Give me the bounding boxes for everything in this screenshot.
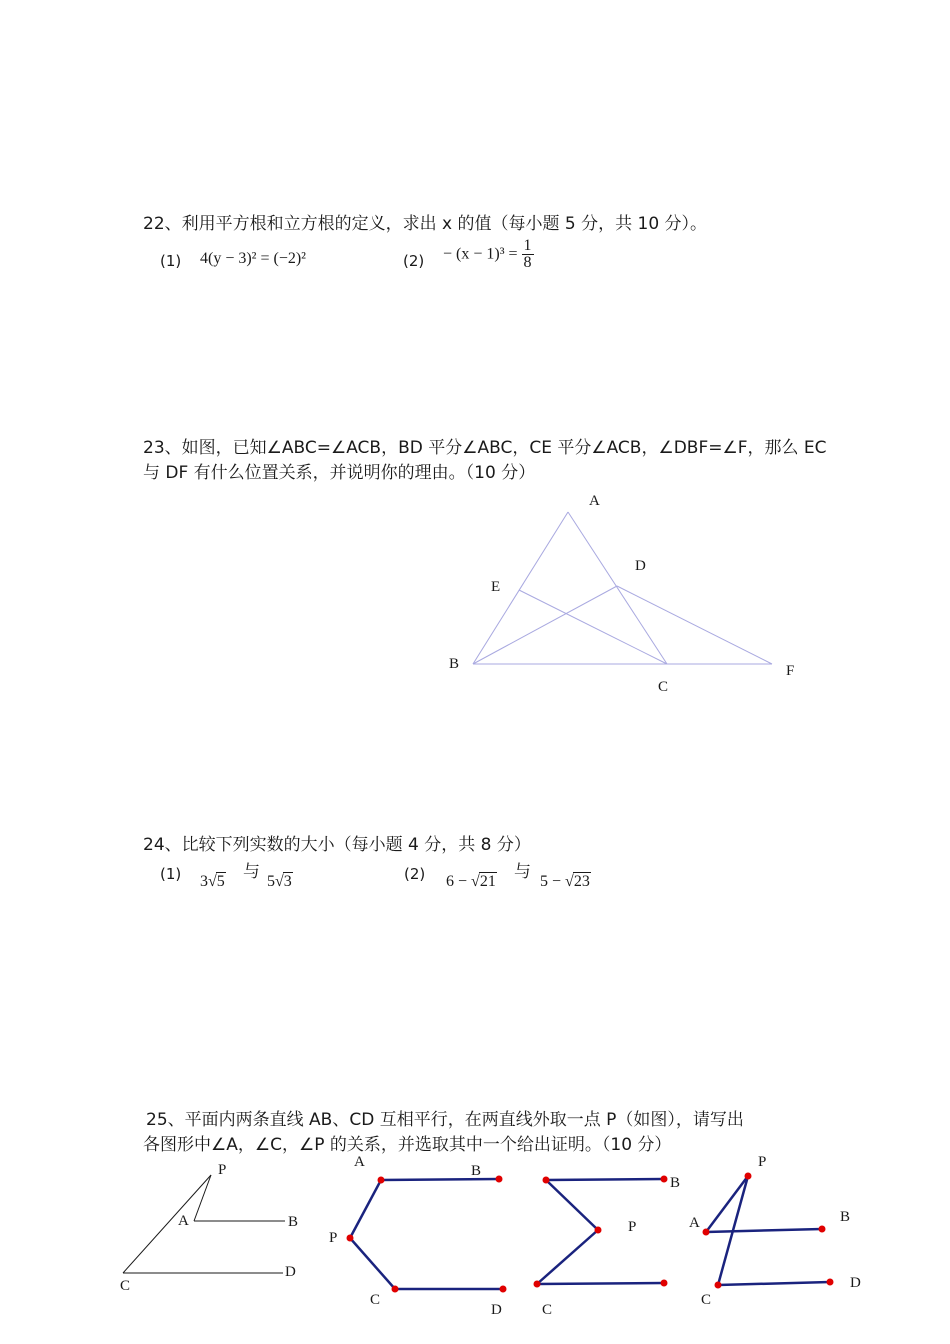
sqrt-symbol: √ [565, 873, 574, 890]
q24-p2-b-radicand: 23 [573, 873, 590, 890]
q25-f2-label-A: A [354, 1154, 365, 1170]
q25-figure-2 [350, 1179, 503, 1289]
q25-f2-label-B: B [471, 1163, 482, 1179]
q24-part1-label: (1) [160, 865, 182, 883]
q25-f4-label-B: B [840, 1209, 851, 1225]
q25-f4-point-A [703, 1229, 710, 1236]
q25-f3-point-A [543, 1177, 550, 1184]
q23-label-C: C [658, 679, 669, 695]
q23-line2: 与 DF 有什么位置关系，并说明你的理由。（10 分） [143, 463, 536, 483]
q22-part1-expression: 4(y − 3)² = (−2)² [200, 250, 306, 267]
q25-f3-point-D [661, 1280, 668, 1287]
q23-label-E: E [491, 579, 501, 595]
q23-label-A: A [589, 493, 600, 509]
q24-p1-b-coef: 5 [267, 873, 275, 890]
q24-p2-a-radicand: 21 [479, 873, 496, 890]
q23-label-D: D [635, 558, 646, 574]
q24-p1-a-radicand: 5 [216, 873, 225, 890]
q22-part2-lhs: − (x − 1)³ = [443, 245, 518, 263]
q25-f4-point-B [819, 1226, 826, 1233]
q22-fraction-numerator: 1 [523, 237, 532, 254]
q25-line2: 各图形中∠A，∠C，∠P 的关系，并选取其中一个给出证明。（10 分） [143, 1135, 672, 1155]
q25-f1-label-D: D [285, 1264, 296, 1280]
q22-part1-label: (1) [160, 252, 182, 270]
q24-title: 24、比较下列实数的大小（每小题 4 分，共 8 分） [143, 835, 531, 855]
q25-figure-4 [706, 1176, 830, 1285]
q25-line1: 25、平面内两条直线 AB、CD 互相平行，在两直线外取一点 P（如图），请写出 [146, 1110, 744, 1130]
q25-f1-label-C: C [120, 1278, 131, 1294]
q25-f2-label-P: P [329, 1230, 338, 1246]
q22-part2-label: (2) [403, 252, 425, 270]
q23-label-B: B [449, 656, 460, 672]
q23-line1: 23、如图，已知∠ABC=∠ACB，BD 平分∠ABC，CE 平分∠ACB，∠DBF=∠F，那么 EC [143, 438, 827, 458]
q24-p2-b-pre: 5 − [540, 873, 562, 890]
q22-fraction-denominator: 8 [523, 254, 532, 271]
q25-f1-label-P: P [218, 1162, 227, 1178]
q24-part2-with: 与 [514, 862, 531, 882]
q25-f2-label-C: C [370, 1292, 381, 1308]
q23-label-F: F [786, 663, 795, 679]
sqrt-symbol: √ [275, 873, 284, 890]
sqrt-symbol: √ [208, 873, 217, 890]
q24-p1-b-radicand: 3 [283, 873, 292, 890]
q24-part2-label: (2) [404, 865, 426, 883]
q25-f1-label-B: B [288, 1214, 299, 1230]
sqrt-symbol: √ [471, 873, 480, 890]
q25-f3-label-P: P [628, 1219, 637, 1235]
q25-f4-point-P [745, 1173, 752, 1180]
q25-f3-label-C: C [542, 1302, 553, 1318]
q25-f4-label-C: C [701, 1292, 712, 1308]
q24-p1-a-coef: 3 [200, 873, 208, 890]
q25-figure-1 [123, 1175, 285, 1273]
q25-f3-label-B: B [670, 1175, 681, 1191]
q24-p2-a-pre: 6 − [446, 873, 468, 890]
q25-f2-point-A [378, 1177, 385, 1184]
q25-f3-point-C [534, 1281, 541, 1288]
q25-f2-point-D [500, 1286, 507, 1293]
q25-f4-label-P: P [758, 1154, 767, 1170]
q25-f1-label-A: A [178, 1213, 189, 1229]
q25-f3-point-B [661, 1176, 668, 1183]
q25-f4-label-A: A [689, 1215, 700, 1231]
q25-f2-point-P [347, 1235, 354, 1242]
q25-f3-point-P [595, 1227, 602, 1234]
q22-title: 22、利用平方根和立方根的定义，求出 x 的值（每小题 5 分，共 10 分）。 [143, 214, 708, 234]
q25-f2-point-B [496, 1176, 503, 1183]
q25-f4-label-D: D [850, 1275, 861, 1291]
q25-f2-point-C [392, 1286, 399, 1293]
q25-f2-label-D: D [491, 1302, 502, 1318]
q25-f4-point-D [827, 1279, 834, 1286]
q24-part1-with: 与 [243, 862, 260, 882]
q25-f4-point-C [715, 1282, 722, 1289]
